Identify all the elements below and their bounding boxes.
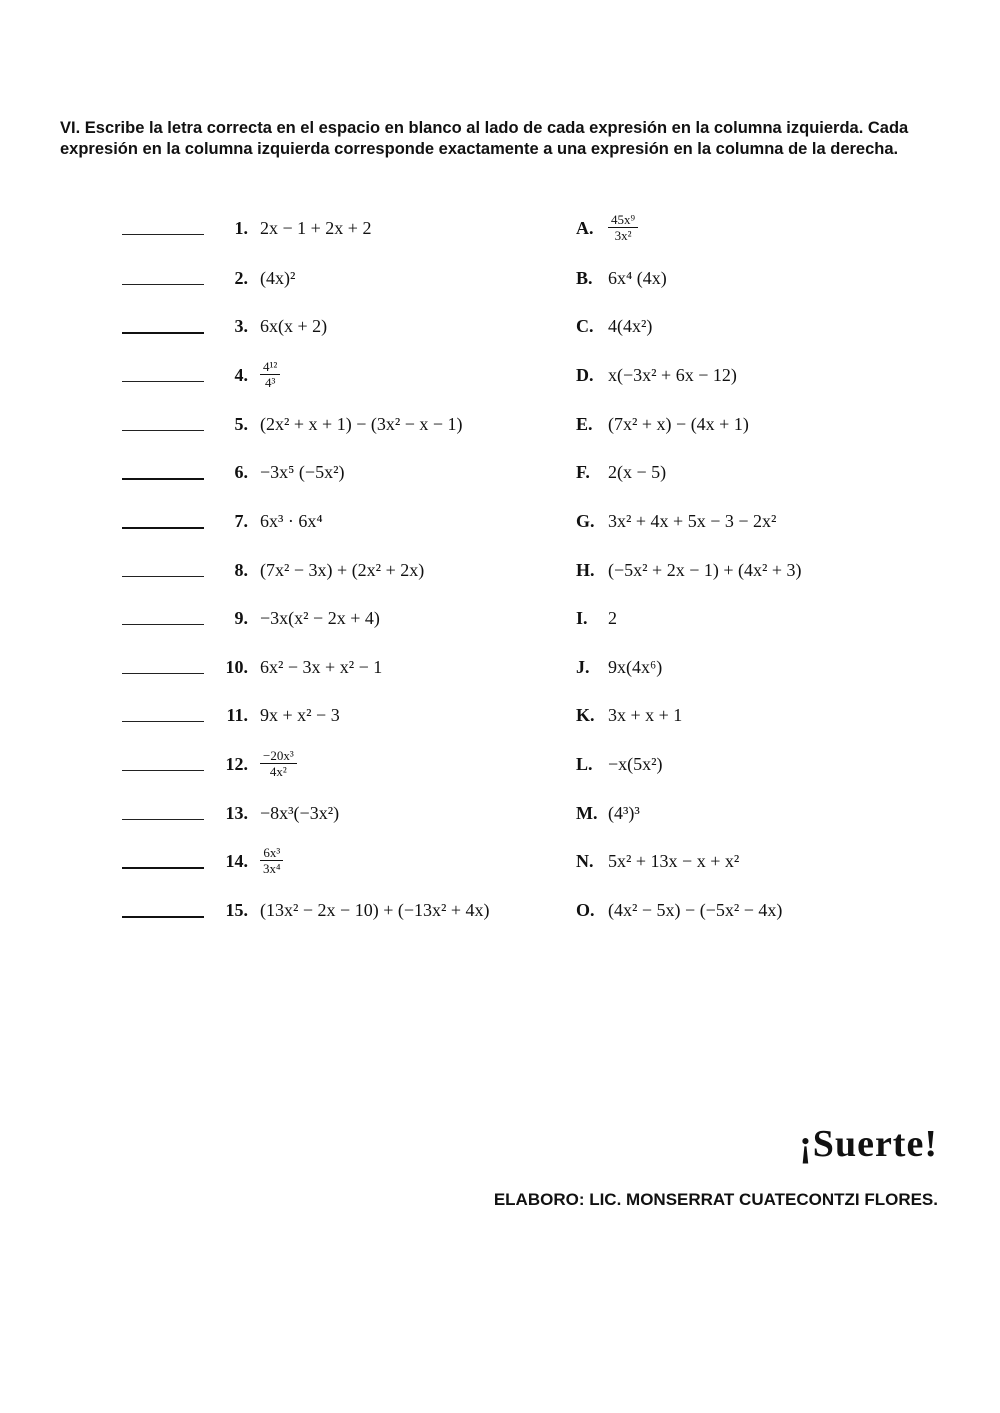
matching-row-12 xyxy=(0,748,1000,788)
right-expression: (4x² − 5x) − (−5x² − 4x) xyxy=(608,900,783,920)
fraction-numerator: 4¹² xyxy=(260,359,280,375)
answer-blank-14[interactable] xyxy=(122,867,204,869)
item-number: 13. xyxy=(225,803,248,823)
option-letter: G. xyxy=(576,511,595,531)
item-number: 7. xyxy=(234,511,248,531)
item-number: 1. xyxy=(234,218,248,238)
right-expression: (4³)³ xyxy=(608,803,640,823)
item-number: 8. xyxy=(234,560,248,580)
fraction-numerator: −20x³ xyxy=(260,748,297,764)
right-expression: 3x + x + 1 xyxy=(608,705,683,725)
item-number: 14. xyxy=(225,851,248,871)
author-credit: ELABORO: LIC. MONSERRAT CUATECONTZI FLORES. xyxy=(493,1190,938,1209)
answer-blank-6[interactable] xyxy=(122,478,204,480)
left-expression: 9x + x² − 3 xyxy=(260,705,340,725)
left-expression xyxy=(260,845,284,882)
option-letter: I. xyxy=(576,608,588,628)
closing-message: ¡Suerte! xyxy=(799,1123,938,1165)
left-expression: (2x² + x + 1) − (3x² − x − 1) xyxy=(260,414,463,434)
option-letter: B. xyxy=(576,268,593,288)
left-expression: (7x² − 3x) + (2x² + 2x) xyxy=(260,560,425,580)
left-expression: (4x)² xyxy=(260,268,296,288)
item-number: 4. xyxy=(234,365,248,385)
matching-row-1 xyxy=(0,212,1000,252)
left-expression: (13x² − 2x − 10) + (−13x² + 4x) xyxy=(260,900,490,920)
option-letter: D. xyxy=(576,365,594,385)
option-letter: F. xyxy=(576,462,590,482)
right-expression: 5x² + 13x − x + x² xyxy=(608,851,740,871)
right-expression: 4(4x²) xyxy=(608,316,653,336)
right-expression: 3x² + 4x + 5x − 3 − 2x² xyxy=(608,511,777,531)
matching-row-11 xyxy=(0,699,1000,739)
matching-row-8 xyxy=(0,554,1000,594)
fraction-numerator: 45x⁹ xyxy=(608,212,638,228)
answer-blank-13[interactable] xyxy=(122,819,204,820)
left-expression: 2x − 1 + 2x + 2 xyxy=(260,218,372,238)
answer-blank-7[interactable] xyxy=(122,527,204,529)
matching-row-6 xyxy=(0,456,1000,496)
matching-row-14 xyxy=(0,845,1000,885)
option-letter: M. xyxy=(576,803,598,823)
fraction xyxy=(608,212,638,243)
fraction-denominator: 3x² xyxy=(614,228,632,243)
fraction-denominator: 3x⁴ xyxy=(263,861,281,876)
right-expression: 9x(4x⁶) xyxy=(608,657,663,677)
instructions-text: VI. Escribe la letra correcta en el espacio en blanco al lado de cada expresión en la columna izquierda. Cada expresión en la columna izquierda corresponde exactamente a una expresión en la columna de la derecha. xyxy=(60,119,909,158)
matching-row-15 xyxy=(0,894,1000,934)
fraction-denominator: 4³ xyxy=(264,375,276,390)
right-expression: 2(x − 5) xyxy=(608,462,667,482)
answer-blank-11[interactable] xyxy=(122,721,204,722)
answer-blank-10[interactable] xyxy=(122,673,204,674)
option-letter: N. xyxy=(576,851,594,871)
item-number: 5. xyxy=(234,414,248,434)
matching-row-7 xyxy=(0,505,1000,545)
left-expression: 6x³ · 6x⁴ xyxy=(260,511,323,531)
item-number: 6. xyxy=(234,462,248,482)
item-number: 2. xyxy=(234,268,248,288)
item-number: 10. xyxy=(225,657,248,677)
option-letter: C. xyxy=(576,316,594,336)
answer-blank-9[interactable] xyxy=(122,624,204,625)
option-letter: A. xyxy=(576,218,594,238)
option-letter: O. xyxy=(576,900,595,920)
option-letter: L. xyxy=(576,754,593,774)
matching-row-5 xyxy=(0,408,1000,448)
right-expression: 6x⁴ (4x) xyxy=(608,268,667,288)
fraction xyxy=(260,845,284,876)
answer-blank-1[interactable] xyxy=(122,234,204,235)
right-expression: −x(5x²) xyxy=(608,754,663,774)
right-expression: x(−3x² + 6x − 12) xyxy=(608,365,737,385)
left-expression: −8x³(−3x²) xyxy=(260,803,340,823)
matching-row-3 xyxy=(0,310,1000,350)
left-expression: −3x(x² − 2x + 4) xyxy=(260,608,380,628)
matching-row-13 xyxy=(0,797,1000,837)
item-number: 12. xyxy=(225,754,248,774)
matching-row-10 xyxy=(0,651,1000,691)
right-expression: (−5x² + 2x − 1) + (4x² + 3) xyxy=(608,560,802,580)
fraction xyxy=(260,748,297,779)
answer-blank-3[interactable] xyxy=(122,332,204,334)
left-expression xyxy=(260,359,280,396)
matching-row-9 xyxy=(0,602,1000,642)
answer-blank-2[interactable] xyxy=(122,284,204,285)
answer-blank-15[interactable] xyxy=(122,916,204,918)
left-expression: −3x⁵ (−5x²) xyxy=(260,462,345,482)
matching-row-2 xyxy=(0,262,1000,302)
left-expression xyxy=(260,748,297,785)
right-expression xyxy=(608,212,638,249)
right-expression: (7x² + x) − (4x + 1) xyxy=(608,414,749,434)
item-number: 9. xyxy=(234,608,248,628)
left-expression: 6x² − 3x + x² − 1 xyxy=(260,657,383,677)
answer-blank-5[interactable] xyxy=(122,430,204,431)
option-letter: J. xyxy=(576,657,590,677)
answer-blank-12[interactable] xyxy=(122,770,204,771)
item-number: 15. xyxy=(225,900,248,920)
option-letter: H. xyxy=(576,560,595,580)
right-expression: 2 xyxy=(608,608,617,628)
answer-blank-4[interactable] xyxy=(122,381,204,382)
answer-blank-8[interactable] xyxy=(122,576,204,577)
item-number: 3. xyxy=(234,316,248,336)
fraction-numerator: 6x³ xyxy=(260,845,283,861)
fraction xyxy=(260,359,280,390)
fraction-denominator: 4x² xyxy=(269,764,287,779)
option-letter: K. xyxy=(576,705,595,725)
option-letter: E. xyxy=(576,414,593,434)
item-number: 11. xyxy=(226,705,248,725)
left-expression: 6x(x + 2) xyxy=(260,316,328,336)
matching-row-4 xyxy=(0,359,1000,399)
